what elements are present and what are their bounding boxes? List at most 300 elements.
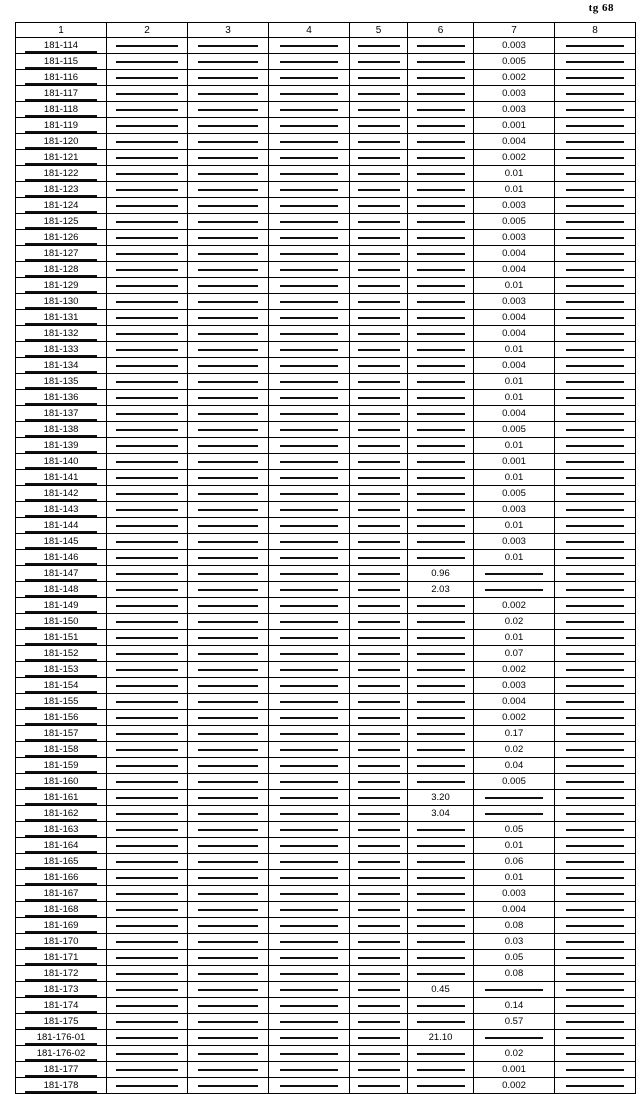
row-id-label: 181-155 bbox=[43, 696, 79, 707]
redaction-bar bbox=[358, 349, 400, 351]
cell-col3 bbox=[188, 566, 269, 582]
redaction-bar bbox=[566, 285, 624, 287]
row-id-cell bbox=[16, 54, 107, 70]
redaction-bar bbox=[198, 109, 258, 111]
table-row bbox=[16, 790, 636, 806]
cell-col6 bbox=[408, 310, 474, 326]
redaction-bar bbox=[417, 493, 465, 495]
cell-col8 bbox=[555, 918, 636, 934]
cell-col3 bbox=[188, 198, 269, 214]
cell-col3 bbox=[188, 454, 269, 470]
cell-col3 bbox=[188, 502, 269, 518]
cell-col5 bbox=[350, 870, 408, 886]
cell-col4 bbox=[269, 422, 350, 438]
cell-col8 bbox=[555, 886, 636, 902]
row-id-cell bbox=[16, 998, 107, 1014]
cell-col2 bbox=[107, 566, 188, 582]
cell-col4 bbox=[269, 342, 350, 358]
cell-col5 bbox=[350, 806, 408, 822]
cell-col5 bbox=[350, 166, 408, 182]
redaction-bar bbox=[280, 509, 338, 511]
redaction-bar bbox=[417, 605, 465, 607]
row-id-label: 181-141 bbox=[43, 472, 79, 483]
table-row bbox=[16, 902, 636, 918]
redaction-bar bbox=[566, 605, 624, 607]
row-id-label: 181-120 bbox=[43, 136, 79, 147]
cell-col3 bbox=[188, 998, 269, 1014]
cell-col7 bbox=[474, 566, 555, 582]
table-row bbox=[16, 1046, 636, 1062]
cell-col8 bbox=[555, 838, 636, 854]
cell-value: 0.02 bbox=[504, 1048, 524, 1059]
redaction-bar bbox=[198, 365, 258, 367]
cell-col6 bbox=[408, 294, 474, 310]
table-row bbox=[16, 534, 636, 550]
redaction-bar bbox=[280, 349, 338, 351]
cell-col4 bbox=[269, 934, 350, 950]
redaction-bar bbox=[358, 909, 400, 911]
row-id-label: 181-172 bbox=[43, 968, 79, 979]
cell-col6 bbox=[408, 342, 474, 358]
cell-col8 bbox=[555, 870, 636, 886]
cell-col6 bbox=[408, 278, 474, 294]
redaction-bar bbox=[116, 109, 178, 111]
redaction-bar bbox=[280, 365, 338, 367]
redaction-bar bbox=[280, 61, 338, 63]
redaction-bar bbox=[417, 141, 465, 143]
row-id-cell bbox=[16, 454, 107, 470]
cell-col8 bbox=[555, 54, 636, 70]
cell-col8 bbox=[555, 566, 636, 582]
row-id-cell bbox=[16, 166, 107, 182]
cell-col8 bbox=[555, 534, 636, 550]
row-id-cell bbox=[16, 710, 107, 726]
redaction-bar bbox=[198, 381, 258, 383]
cell-col6 bbox=[408, 326, 474, 342]
redaction-bar bbox=[417, 621, 465, 623]
redaction-bar bbox=[566, 141, 624, 143]
cell-col5 bbox=[350, 374, 408, 390]
cell-value: 0.001 bbox=[502, 456, 526, 467]
table-row bbox=[16, 406, 636, 422]
row-id-label: 181-135 bbox=[43, 376, 79, 387]
redaction-bar bbox=[116, 797, 178, 799]
cell-col3 bbox=[188, 438, 269, 454]
table-row bbox=[16, 646, 636, 662]
cell-col5 bbox=[350, 326, 408, 342]
cell-col5 bbox=[350, 214, 408, 230]
cell-value: 0.01 bbox=[504, 632, 524, 643]
cell-col4 bbox=[269, 694, 350, 710]
row-id-cell bbox=[16, 854, 107, 870]
redaction-bar bbox=[566, 45, 624, 47]
redaction-bar bbox=[417, 973, 465, 975]
redaction-bar bbox=[280, 93, 338, 95]
redaction-bar bbox=[417, 653, 465, 655]
cell-col2 bbox=[107, 806, 188, 822]
cell-col2 bbox=[107, 422, 188, 438]
cell-col2 bbox=[107, 966, 188, 982]
redaction-bar bbox=[198, 621, 258, 623]
redaction-bar bbox=[566, 109, 624, 111]
redaction-bar bbox=[198, 61, 258, 63]
redaction-bar bbox=[358, 365, 400, 367]
cell-col7 bbox=[474, 422, 555, 438]
cell-col4 bbox=[269, 710, 350, 726]
cell-col3 bbox=[188, 1046, 269, 1062]
cell-col3 bbox=[188, 774, 269, 790]
cell-col5 bbox=[350, 838, 408, 854]
cell-col5 bbox=[350, 854, 408, 870]
redaction-bar bbox=[198, 637, 258, 639]
cell-col3 bbox=[188, 758, 269, 774]
cell-value: 0.02 bbox=[504, 744, 524, 755]
row-id-label: 181-122 bbox=[43, 168, 79, 179]
cell-col7 bbox=[474, 678, 555, 694]
cell-col4 bbox=[269, 630, 350, 646]
cell-col7 bbox=[474, 838, 555, 854]
redaction-bar bbox=[566, 1037, 624, 1039]
redaction-bar bbox=[116, 637, 178, 639]
cell-col7 bbox=[474, 790, 555, 806]
redaction-bar bbox=[358, 253, 400, 255]
cell-value: 0.003 bbox=[502, 232, 526, 243]
cell-col6 bbox=[408, 38, 474, 54]
cell-col6 bbox=[408, 534, 474, 550]
redaction-bar bbox=[198, 477, 258, 479]
cell-col8 bbox=[555, 614, 636, 630]
cell-col8 bbox=[555, 118, 636, 134]
redaction-bar bbox=[280, 429, 338, 431]
redaction-bar bbox=[566, 989, 624, 991]
redaction-bar bbox=[116, 365, 178, 367]
row-id-label: 181-144 bbox=[43, 520, 79, 531]
redaction-bar bbox=[417, 477, 465, 479]
cell-col2 bbox=[107, 118, 188, 134]
row-id-cell bbox=[16, 726, 107, 742]
cell-col8 bbox=[555, 822, 636, 838]
redaction-bar bbox=[417, 509, 465, 511]
cell-col2 bbox=[107, 790, 188, 806]
cell-col8 bbox=[555, 934, 636, 950]
row-id-cell bbox=[16, 694, 107, 710]
cell-col4 bbox=[269, 182, 350, 198]
cell-col5 bbox=[350, 566, 408, 582]
redaction-bar bbox=[280, 157, 338, 159]
cell-col4 bbox=[269, 70, 350, 86]
cell-value: 0.05 bbox=[504, 952, 524, 963]
redaction-bar bbox=[198, 717, 258, 719]
redaction-bar bbox=[417, 541, 465, 543]
cell-col3 bbox=[188, 134, 269, 150]
cell-col4 bbox=[269, 758, 350, 774]
redaction-bar bbox=[116, 189, 178, 191]
row-id-label: 181-167 bbox=[43, 888, 79, 899]
cell-col8 bbox=[555, 758, 636, 774]
cell-value: 21.10 bbox=[428, 1032, 453, 1043]
cell-col4 bbox=[269, 982, 350, 998]
redaction-bar bbox=[358, 701, 400, 703]
cell-col8 bbox=[555, 342, 636, 358]
cell-col3 bbox=[188, 806, 269, 822]
cell-col4 bbox=[269, 406, 350, 422]
redaction-bar bbox=[116, 157, 178, 159]
row-id-cell bbox=[16, 70, 107, 86]
cell-col5 bbox=[350, 918, 408, 934]
cell-col8 bbox=[555, 646, 636, 662]
row-id-label: 181-118 bbox=[43, 104, 79, 115]
redaction-bar bbox=[280, 893, 338, 895]
redaction-bar bbox=[417, 1069, 465, 1071]
cell-value: 0.003 bbox=[502, 296, 526, 307]
row-id-label: 181-158 bbox=[43, 744, 79, 755]
cell-col8 bbox=[555, 454, 636, 470]
cell-value: 0.005 bbox=[502, 56, 526, 67]
redaction-bar bbox=[566, 1069, 624, 1071]
cell-col5 bbox=[350, 182, 408, 198]
redaction-bar bbox=[280, 621, 338, 623]
cell-col6 bbox=[408, 982, 474, 998]
cell-col8 bbox=[555, 374, 636, 390]
row-id-cell bbox=[16, 134, 107, 150]
table-row bbox=[16, 710, 636, 726]
redaction-bar bbox=[358, 317, 400, 319]
cell-col7 bbox=[474, 86, 555, 102]
redaction-bar bbox=[566, 653, 624, 655]
row-id-cell bbox=[16, 470, 107, 486]
cell-value: 0.002 bbox=[502, 1080, 526, 1091]
cell-col5 bbox=[350, 310, 408, 326]
cell-col6 bbox=[408, 214, 474, 230]
cell-col3 bbox=[188, 358, 269, 374]
redaction-bar bbox=[198, 1069, 258, 1071]
redaction-bar bbox=[280, 845, 338, 847]
row-id-cell bbox=[16, 774, 107, 790]
cell-col7 bbox=[474, 934, 555, 950]
cell-col3 bbox=[188, 54, 269, 70]
redaction-bar bbox=[198, 1085, 258, 1087]
redaction-bar bbox=[566, 861, 624, 863]
table-row bbox=[16, 838, 636, 854]
redaction-bar bbox=[417, 285, 465, 287]
cell-col3 bbox=[188, 726, 269, 742]
cell-col6 bbox=[408, 726, 474, 742]
row-id-label: 181-119 bbox=[43, 120, 79, 131]
cell-col7 bbox=[474, 966, 555, 982]
table-row bbox=[16, 470, 636, 486]
cell-value: 0.01 bbox=[504, 472, 524, 483]
redaction-bar bbox=[198, 205, 258, 207]
redaction-bar bbox=[116, 557, 178, 559]
redaction-bar bbox=[280, 989, 338, 991]
redaction-bar bbox=[566, 925, 624, 927]
redaction-bar bbox=[566, 461, 624, 463]
redaction-bar bbox=[358, 973, 400, 975]
table-row bbox=[16, 182, 636, 198]
redaction-bar bbox=[116, 717, 178, 719]
row-id-label: 181-163 bbox=[43, 824, 79, 835]
cell-col5 bbox=[350, 534, 408, 550]
cell-col4 bbox=[269, 262, 350, 278]
cell-col3 bbox=[188, 342, 269, 358]
redaction-bar bbox=[566, 413, 624, 415]
cell-col7 bbox=[474, 902, 555, 918]
table-row bbox=[16, 614, 636, 630]
redaction-bar bbox=[280, 637, 338, 639]
row-id-cell bbox=[16, 246, 107, 262]
cell-col6 bbox=[408, 758, 474, 774]
redaction-bar bbox=[358, 669, 400, 671]
redaction-bar bbox=[198, 957, 258, 959]
redaction-bar bbox=[358, 525, 400, 527]
cell-col3 bbox=[188, 1030, 269, 1046]
cell-col6 bbox=[408, 630, 474, 646]
redaction-bar bbox=[116, 893, 178, 895]
cell-col5 bbox=[350, 902, 408, 918]
cell-col2 bbox=[107, 102, 188, 118]
redaction-bar bbox=[417, 1085, 465, 1087]
cell-col7 bbox=[474, 294, 555, 310]
row-id-label: 181-115 bbox=[43, 56, 79, 67]
cell-col2 bbox=[107, 534, 188, 550]
redaction-bar bbox=[417, 301, 465, 303]
cell-col5 bbox=[350, 630, 408, 646]
redaction-bar bbox=[198, 733, 258, 735]
row-id-cell bbox=[16, 182, 107, 198]
redaction-bar bbox=[566, 749, 624, 751]
redaction-bar bbox=[116, 477, 178, 479]
cell-col6 bbox=[408, 566, 474, 582]
cell-col3 bbox=[188, 390, 269, 406]
redaction-bar bbox=[358, 877, 400, 879]
cell-col4 bbox=[269, 566, 350, 582]
redaction-bar bbox=[566, 269, 624, 271]
cell-col7 bbox=[474, 70, 555, 86]
row-id-label: 181-138 bbox=[43, 424, 79, 435]
table-row bbox=[16, 582, 636, 598]
table-row bbox=[16, 70, 636, 86]
row-id-cell bbox=[16, 806, 107, 822]
row-id-cell bbox=[16, 374, 107, 390]
redaction-bar bbox=[358, 1085, 400, 1087]
row-id-cell bbox=[16, 1030, 107, 1046]
cell-col7 bbox=[474, 518, 555, 534]
cell-col5 bbox=[350, 598, 408, 614]
redaction-bar bbox=[566, 973, 624, 975]
cell-col8 bbox=[555, 550, 636, 566]
table-row bbox=[16, 630, 636, 646]
cell-col8 bbox=[555, 198, 636, 214]
cell-col5 bbox=[350, 102, 408, 118]
table-row bbox=[16, 54, 636, 70]
redaction-bar bbox=[358, 813, 400, 815]
table-row bbox=[16, 950, 636, 966]
redaction-bar bbox=[198, 173, 258, 175]
redaction-bar bbox=[566, 317, 624, 319]
table-row bbox=[16, 118, 636, 134]
cell-col7 bbox=[474, 870, 555, 886]
cell-value: 0.03 bbox=[504, 936, 524, 947]
row-id-cell bbox=[16, 534, 107, 550]
redaction-bar bbox=[358, 589, 400, 591]
cell-col5 bbox=[350, 38, 408, 54]
row-id-label: 181-171 bbox=[43, 952, 79, 963]
redaction-bar bbox=[198, 669, 258, 671]
column-header-3: 3 bbox=[188, 23, 269, 38]
cell-col6 bbox=[408, 246, 474, 262]
cell-col7 bbox=[474, 166, 555, 182]
cell-col2 bbox=[107, 646, 188, 662]
row-id-cell bbox=[16, 550, 107, 566]
cell-col5 bbox=[350, 198, 408, 214]
cell-col7 bbox=[474, 582, 555, 598]
redaction-bar bbox=[417, 237, 465, 239]
row-id-label: 181-168 bbox=[43, 904, 79, 915]
cell-col8 bbox=[555, 1046, 636, 1062]
table-row bbox=[16, 1062, 636, 1078]
redaction-bar bbox=[198, 397, 258, 399]
table-row bbox=[16, 486, 636, 502]
redaction-bar bbox=[116, 941, 178, 943]
cell-col4 bbox=[269, 662, 350, 678]
cell-col6 bbox=[408, 886, 474, 902]
redaction-bar bbox=[116, 909, 178, 911]
cell-col8 bbox=[555, 38, 636, 54]
redaction-bar bbox=[566, 205, 624, 207]
redaction-bar bbox=[417, 557, 465, 559]
cell-col6 bbox=[408, 1078, 474, 1094]
redaction-bar bbox=[280, 1053, 338, 1055]
redaction-bar bbox=[566, 445, 624, 447]
redaction-bar bbox=[198, 77, 258, 79]
table-row bbox=[16, 310, 636, 326]
cell-col6 bbox=[408, 182, 474, 198]
row-id-cell bbox=[16, 934, 107, 950]
row-id-cell bbox=[16, 886, 107, 902]
cell-col3 bbox=[188, 550, 269, 566]
cell-col4 bbox=[269, 918, 350, 934]
row-id-label: 181-147 bbox=[43, 568, 79, 579]
cell-value: 0.01 bbox=[504, 168, 524, 179]
cell-col5 bbox=[350, 390, 408, 406]
row-id-label: 181-166 bbox=[43, 872, 79, 883]
redaction-bar bbox=[116, 733, 178, 735]
redaction-bar bbox=[417, 717, 465, 719]
table-row bbox=[16, 550, 636, 566]
row-id-label: 181-143 bbox=[43, 504, 79, 515]
cell-col7 bbox=[474, 950, 555, 966]
table-row bbox=[16, 566, 636, 582]
redaction-bar bbox=[116, 1037, 178, 1039]
column-header-2: 2 bbox=[107, 23, 188, 38]
table-row bbox=[16, 854, 636, 870]
redaction-bar bbox=[116, 861, 178, 863]
redaction-bar bbox=[358, 285, 400, 287]
cell-col3 bbox=[188, 422, 269, 438]
cell-col4 bbox=[269, 54, 350, 70]
redaction-bar bbox=[485, 589, 543, 591]
row-id-cell bbox=[16, 198, 107, 214]
redaction-bar bbox=[280, 717, 338, 719]
redaction-bar bbox=[280, 269, 338, 271]
redaction-bar bbox=[198, 317, 258, 319]
cell-col4 bbox=[269, 358, 350, 374]
cell-col4 bbox=[269, 502, 350, 518]
cell-value: 0.01 bbox=[504, 184, 524, 195]
cell-value: 0.01 bbox=[504, 520, 524, 531]
cell-value: 0.07 bbox=[504, 648, 524, 659]
cell-col4 bbox=[269, 678, 350, 694]
